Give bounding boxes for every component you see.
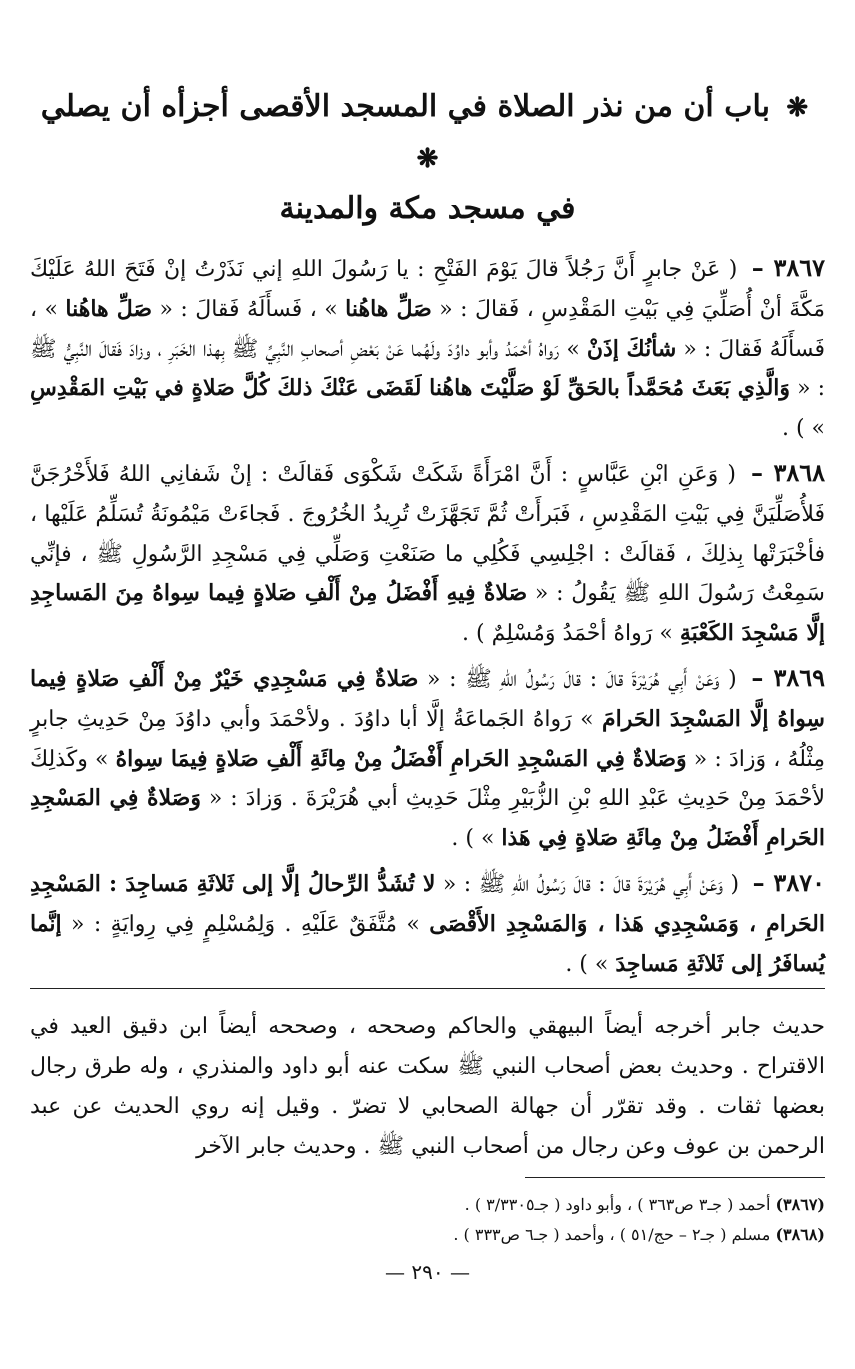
footnote-ref: (٣٨٦٧) bbox=[775, 1194, 825, 1214]
chapter-title-line-2: في مسجد مكة والمدينة bbox=[279, 191, 576, 226]
hadith-quote: صَلاةٌ فِي مَسْجِدِي خَيْرٌ مِنْ أَلْفِ صَلاةٍ فِيما سِواهُ إلَّا المَسْجِدَ الحَرامَ bbox=[30, 665, 825, 732]
footnote-3868 bbox=[30, 1220, 825, 1250]
hadith-quote: صَلاةٌ فِيهِ أَفْضَلُ مِنْ أَلْفِ صَلاةٍ فِيما سِواهُ مِنَ المَساجِدِ إلَّا مَسْجِدَ الكَعْبَةِ bbox=[30, 580, 825, 647]
hadith-quote: صَلِّ هاهُنا bbox=[65, 295, 153, 322]
hadith-quote: شأنُكَ إذَنْ bbox=[586, 335, 677, 362]
footnote-text: أحمد ( جـ٣ ص٣٦٣ ) ، وأبو داود ( جـ٣/٣٣٠٥ ) . bbox=[464, 1194, 776, 1214]
hadith-number: ٣٨٦٩ – bbox=[751, 662, 825, 692]
footnote-3867 bbox=[30, 1190, 825, 1220]
hadith-text: » رَواهُ أحْمَدُ وَمُسْلِمٌ ) . bbox=[462, 621, 680, 647]
hadith-text: » رَواهُ الجَماعَةُ إلَّا أبا داوُدَ . ولأحْمَدَ وأبي داوُدَ مِنْ حَدِيثِ جابرٍ مِثْلُهُ ، وَزادَ : « bbox=[30, 706, 826, 772]
hadith-text: » رَواهُ أحْمَدُ وأبو داوُدَ ولَهُما عَنْ بَعْضِ أصحابِ النَّبِيِّ ﷺ بِهذا الخَبَرِ ، وزادَ فَقالَ النَّبِيُّ ﷺ : « bbox=[30, 336, 826, 402]
hadith-number: ٣٨٦٧ – bbox=[751, 253, 825, 282]
hadith-3870 bbox=[30, 863, 825, 984]
hadith-number: ٣٨٦٨ – bbox=[751, 457, 826, 487]
hadith-list bbox=[30, 248, 825, 984]
hadith-text: ( عَنْ جابرٍ أَنَّ رَجُلاً قالَ يَوْمَ الفَتْحِ : يا رَسُولَ اللهِ إني نَذَرْتُ إنْ فَتَحَ اللهُ عَلَيْكَ مَكَّةَ أنْ أُصَلِّيَ فِي بَيْتِ المَقْدِسِ ، فَقالَ : « bbox=[30, 257, 826, 322]
commentary: حديث جابر أخرجه أيضاً البيهقي والحاكم وصححه ، وصححه أيضاً ابن دقيق العيد في الاقتراح . وحديث بعض أصحاب النبي ﷺ سكت عنه أبو داود والمنذري ، وله طرق رجال بعضها ثقات . وقد تقرّر أن جهالة الصحابي لا تضرّ . وقيل إنه روي الحديث عن عبد الرحمن بن عوف وعن رجال من أصحاب النبي ﷺ . وحديث جابر الآخر bbox=[30, 988, 825, 1166]
footnote-ref: (٣٨٦٨) bbox=[775, 1224, 825, 1244]
chapter-title-line-1: باب أن من نذر الصلاة في المسجد الأقصى أجزأه أن يصلي bbox=[40, 89, 770, 124]
hadith-quote: وَصَلاةٌ فِي المَسْجِدِ الحَرامِ أَفْضَلُ مِنْ مِائَةِ صَلاةٍ فِي هَذا bbox=[30, 785, 825, 852]
hadith-quote: إنَّما يُسافَرُ إلى ثَلاثَةِ مَساجِدَ bbox=[30, 910, 825, 977]
ornament-star-icon: ❋ bbox=[416, 144, 439, 174]
hadith-quote: وَالَّذِي بَعَثَ مُحَمَّداً بالحَقِّ لَوْ صَلَّيْتَ هاهُنا لَقَضَى عَنْكَ ذلكَ كُلَّ صَلاةٍ في بَيْتِ المَقْدِسِ bbox=[30, 375, 791, 402]
hadith-quote: وَصَلاةٌ فِي المَسْجِدِ الحَرامِ أَفْضَلُ مِنْ مِائَةِ أَلْفِ صَلاةٍ فِيمَا سِواهُ bbox=[115, 745, 687, 772]
hadith-text: » ) . bbox=[781, 416, 825, 442]
hadith-text: » وكَذلِكَ لأحْمَدَ مِنْ حَدِيثِ عَبْدِ اللهِ بْنِ الزُّبَيْرِ مِثْلَ حَدِيثِ أبي هُرَيْرَةَ . وَزادَ : « bbox=[30, 746, 825, 812]
hadith-number: ٣٨٧٠ – bbox=[752, 867, 825, 897]
hadith-text: » ، فَسأَلَهُ فَقالَ : « bbox=[30, 296, 825, 362]
hadith-3869 bbox=[30, 658, 825, 859]
hadith-3868 bbox=[30, 453, 825, 654]
hadith-3867 bbox=[30, 248, 825, 449]
ornament-star-icon: ❋ bbox=[786, 93, 809, 123]
hadith-quote: لا تُشَدُّ الرِّحالُ إلَّا إلى ثَلاثَةِ مَساجِدَ : المَسْجِدِ الحَرامِ ، وَمَسْجِدِي هَذا ، وَالمَسْجِدِ الأَقْصَى bbox=[30, 870, 825, 937]
hadith-text: ( وَعَنْ أَبِي هُرَيْرَةَ قالَ : قالَ رَسُولُ اللهِ ﷺ : « bbox=[418, 666, 737, 692]
hadith-quote: صَلِّ هاهُنا bbox=[345, 295, 432, 322]
hadith-text: ( وَعَنِ ابْنِ عَبَّاسٍ : أَنَّ امْرَأَةً شَكَتْ شَكْوَى فَقالَتْ : إنْ شَفانِي اللهُ فَلأَخْرُجَنَّ فَلأُصَلِّيَنَّ فِي بَيْتِ المَقْدِسِ ، فَبَرأَتْ ثُمَّ تَجَهَّزَتْ تُرِيدُ الخُرُوجَ . فَجاءَتْ مَيْمُونَةُ تُسَلِّمُ عَلَيْها ، فأخْبَرَتْها بِذلِكَ ، فَقالَتْ : اجْلِسِي فَكُلِي ما صَنَعْتِ وَصَلِّي فِي مَسْجِدِ الرَّسُولِ ﷺ ، فإنِّي سَمِعْتُ رَسُولَ اللهِ ﷺ يَقُولُ : « bbox=[30, 461, 825, 607]
hadith-text: » مُتَّفَقٌ عَلَيْهِ . وَلِمُسْلِمٍ فِي رِوايَةٍ : « bbox=[61, 911, 430, 937]
chapter-title bbox=[30, 82, 825, 234]
footnotes bbox=[30, 1190, 825, 1250]
page-number: — ٢٩٠ — bbox=[385, 1259, 470, 1284]
hadith-text: » ) . bbox=[565, 951, 616, 977]
hadith-text: ( وَعَنْ أَبِي هُرَيْرَةَ قالَ : قالَ رَسُولُ اللهِ ﷺ : « bbox=[435, 871, 740, 897]
footnote-text: مسلم ( جـ٢ – حج/٥١ ) ، وأحمد ( جـ٦ ص٣٣٣ ) . bbox=[453, 1224, 776, 1244]
hadith-text: » ، فَسأَلَهُ فَقالَ : « bbox=[152, 296, 346, 322]
footnote-divider bbox=[525, 1177, 825, 1178]
hadith-text: » ) . bbox=[451, 826, 502, 852]
